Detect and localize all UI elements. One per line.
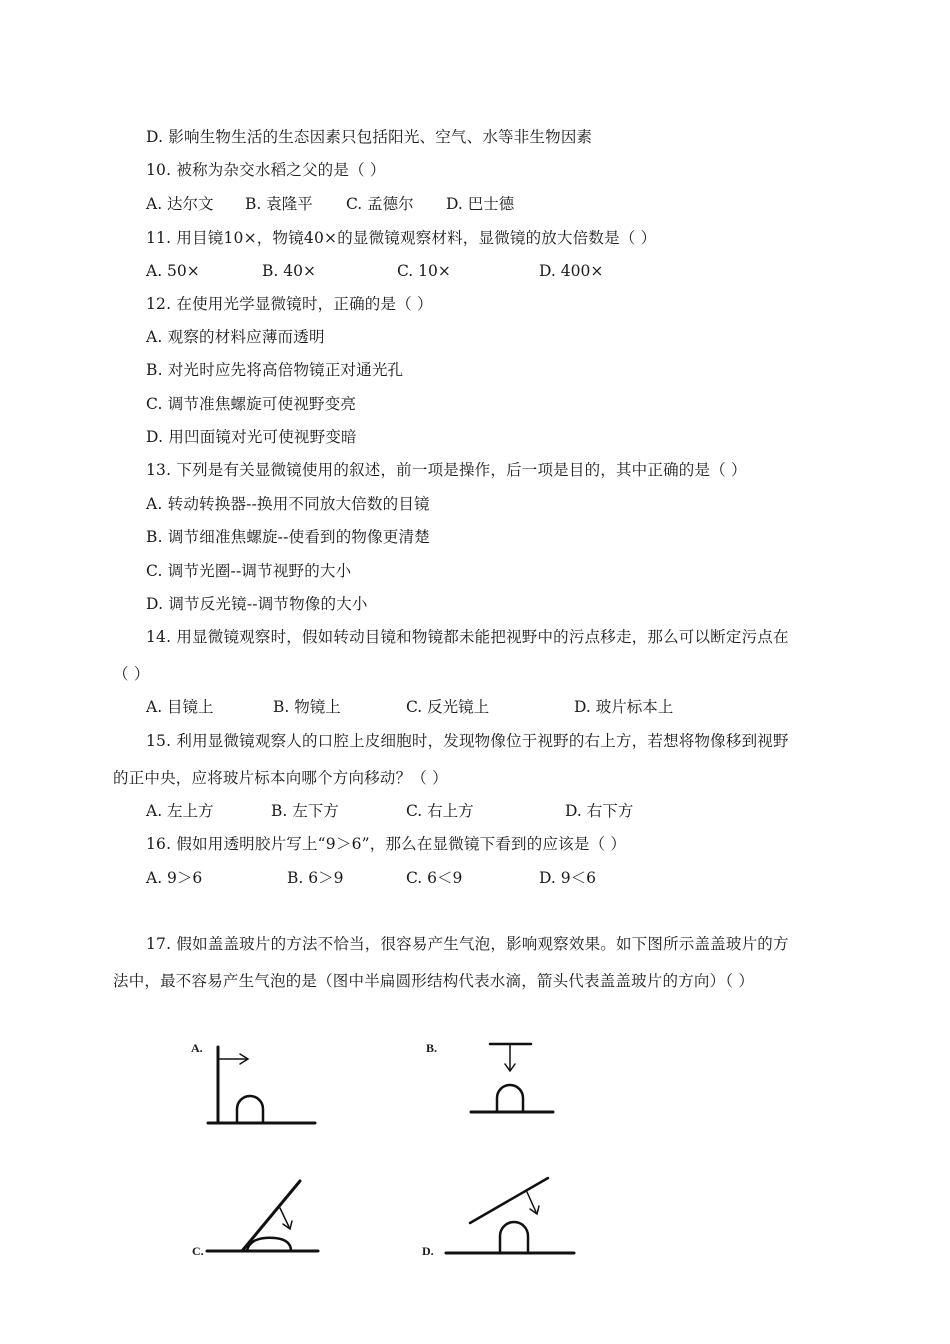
q11-option-b: B. 40× [262, 262, 316, 280]
figure-a-cover-slip-diagram [205, 1045, 320, 1130]
q14-option-c: C. 反光镜上 [406, 698, 490, 716]
q11-stem: 11. 用目镜10×，物镜40×的显微镜观察材料，显微镜的放大倍数是（ ） [146, 229, 657, 247]
q10-option-a: A. 达尔文 [146, 195, 214, 213]
q14-stem-line2: （ ） [113, 665, 150, 683]
q10-stem: 10. 被称为杂交水稻之父的是（ ） [146, 161, 386, 179]
figure-c-label: C. [192, 1244, 204, 1258]
figure-d-label: D. [422, 1244, 434, 1258]
figure-b-label: B. [426, 1041, 438, 1055]
q13-option-c: C. 调节光圈--调节视野的大小 [146, 562, 352, 580]
q13-option-a: A. 转动转换器--换用不同放大倍数的目镜 [146, 495, 430, 513]
q14-option-b: B. 物镜上 [273, 698, 341, 716]
q14-stem-line1: 14. 用显微镜观察时，假如转动目镜和物镜都未能把视野中的污点移走，那么可以断定污点在 [146, 628, 789, 646]
q15-option-c: C. 右上方 [406, 802, 474, 820]
figure-b-cover-slip-diagram [465, 1038, 560, 1118]
q16-option-d: D. 9＜6 [539, 869, 596, 887]
q11-option-a: A. 50× [146, 262, 200, 280]
figure-c-cover-slip-diagram [205, 1175, 325, 1260]
q16-option-b: B. 6＞9 [287, 869, 344, 887]
q13-stem: 13. 下列是有关显微镜使用的叙述，前一项是操作，后一项是目的，其中正确的是（ ） [146, 461, 747, 479]
q10-option-c: C. 孟德尔 [346, 195, 414, 213]
q17-stem-line1: 17. 假如盖盖玻片的方法不恰当，很容易产生气泡，影响观察效果。如下图所示盖盖玻片的方 [146, 935, 789, 953]
q11-option-c: C. 10× [397, 262, 451, 280]
q12-option-b: B. 对光时应先将高倍物镜正对通光孔 [146, 361, 404, 379]
q12-option-c: C. 调节准焦螺旋可使视野变亮 [146, 395, 357, 413]
q16-option-c: C. 6＜9 [406, 869, 463, 887]
q11-option-d: D. 400× [539, 262, 604, 280]
q16-stem: 16. 假如用透明胶片写上“9＞6”，那么在显微镜下看到的应该是（ ） [146, 835, 627, 853]
q12-stem: 12. 在使用光学显微镜时，正确的是（ ） [146, 295, 433, 313]
q9-option-d: D. 影响生物生活的生态因素只包括阳光、空气、水等非生物因素 [146, 128, 593, 146]
q15-stem-line1: 15. 利用显微镜观察人的口腔上皮细胞时，发现物像位于视野的右上方，若想将物像移到视野 [146, 732, 789, 750]
q12-option-a: A. 观察的材料应薄而透明 [146, 328, 325, 346]
q12-option-d: D. 用凹面镜对光可使视野变暗 [146, 428, 357, 446]
q14-option-d: D. 玻片标本上 [574, 698, 674, 716]
q15-option-b: B. 左下方 [271, 802, 339, 820]
q16-option-a: A. 9＞6 [146, 869, 203, 887]
q13-option-b: B. 调节细准焦螺旋--使看到的物像更清楚 [146, 528, 430, 546]
q10-option-b: B. 袁隆平 [245, 195, 313, 213]
figure-a-label: A. [191, 1041, 203, 1055]
figure-d-cover-slip-diagram [440, 1170, 580, 1260]
q15-stem-line2: 的正中央，应将玻片标本向哪个方向移动？（ ） [113, 769, 448, 787]
q13-option-d: D. 调节反光镜--调节物像的大小 [146, 595, 368, 613]
q17-stem-line2: 法中，最不容易产生气泡的是（图中半扁圆形结构代表水滴，箭头代表盖盖玻片的方向）（ ） [113, 972, 755, 990]
q15-option-a: A. 左上方 [146, 802, 214, 820]
q15-option-d: D. 右下方 [565, 802, 634, 820]
q10-option-d: D. 巴士德 [446, 195, 515, 213]
q14-option-a: A. 目镜上 [146, 698, 214, 716]
